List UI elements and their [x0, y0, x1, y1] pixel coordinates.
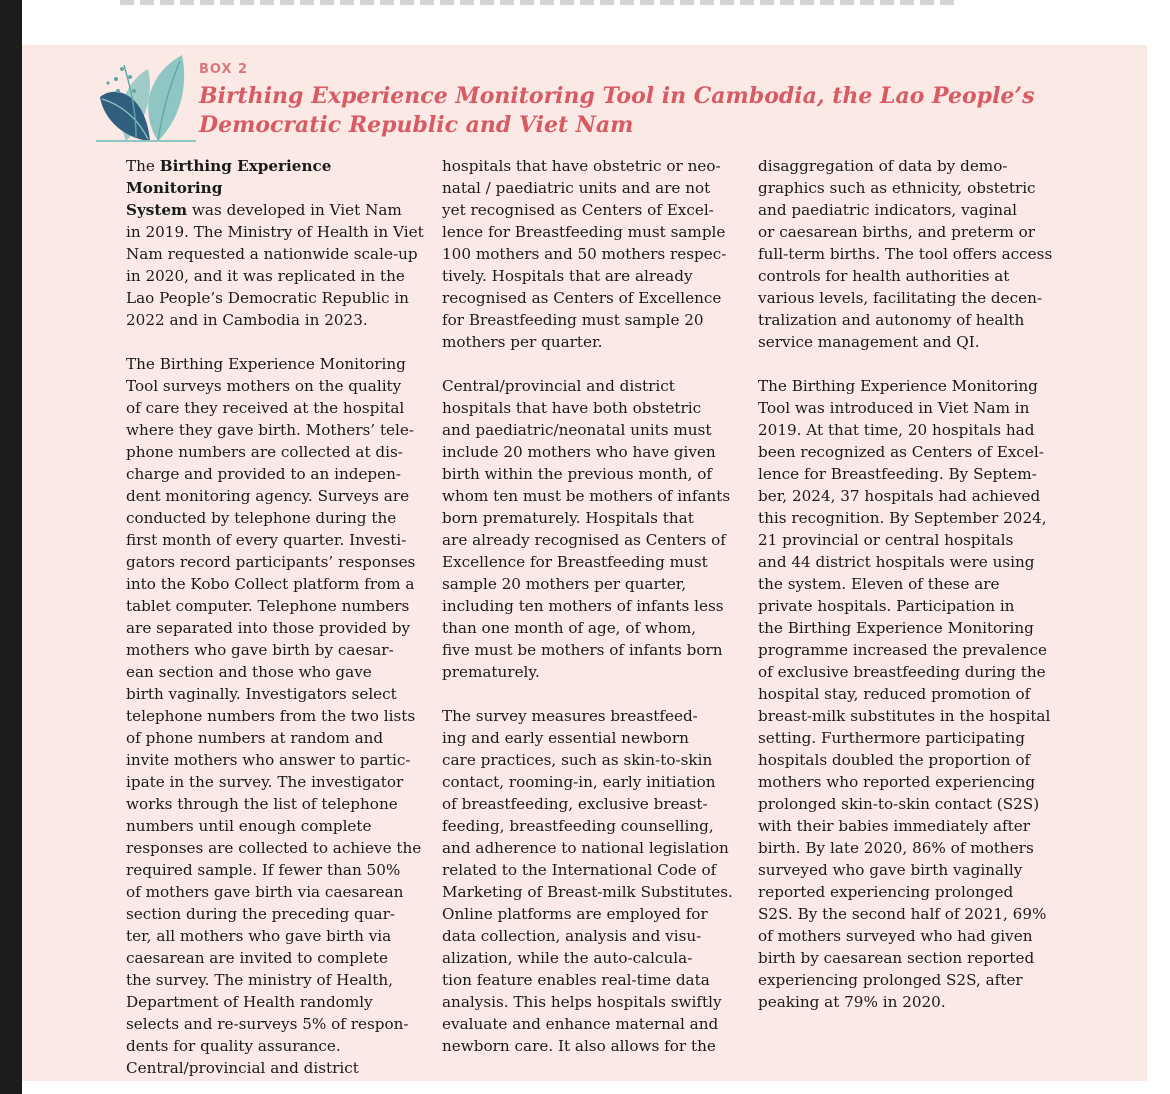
window-edge-bar: [0, 0, 22, 1094]
text-column-2: [442, 155, 742, 1057]
leaf-decoration-icon: [96, 53, 196, 143]
column-2-paragraph-3: The survey measures breastfeed- ing and early essential newborn care practices, such as skin-to-skin contact, rooming-in, early initiation of breastfeeding, exclusive breast- feeding, breastfeeding counselling, and adherence to national legislation related to the International Code of Marketing of Breast-milk Substitutes. Online platforms are employed for data collection, analysis and visu- alization, while the auto-calcula- tion feature enables real-time data analysis. This helps hospitals swiftly evaluate and enhance maternal and newborn care. It also allows for the: [442, 707, 733, 1055]
intro-rest: was developed in Viet Nam in 2019. The Ministry of Health in Viet Nam requested a nationwide scale-up in 2020, and it was replicated in the Lao People’s Democratic Republic in 2022 and in Cambodia in 2023.: [126, 201, 424, 329]
column-3-paragraph-2: The Birthing Experience Monitoring Tool was introduced in Viet Nam in 2019. At that time, 20 hospitals had been recognized as Centers of Excel- lence for Breastfeeding. By Septem- ber, 2024, 37 hospitals had achieved this recognition. By September 2024, 21 provincial or central hospitals and 44 district hospitals were using the system. Eleven of these are private hospitals. Participation in the Birthing Experience Monitoring programme increased the prevalence of exclusive breastfeeding during the hospital stay, reduced promotion of breast-milk substitutes in the hospital setting. Furthermore participating hospitals doubled the proportion of mothers who reported experiencing prolonged skin-to-skin contact (S2S) with their babies immediately after birth. By late 2020, 86% of mothers surveyed who gave birth vaginally reported experiencing prolonged S2S. By the second half of 2021, 69% of mothers surveyed who had given birth by caesarean section reported experiencing prolonged S2S, after peaking at 79% in 2020.: [758, 377, 1051, 1011]
column-3-paragraph-1: disaggregation of data by demo- graphics such as ethnicity, obstetric and paediatric indicators, vaginal or caesarean births, and preterm or full-term births. The tool offers access controls for health authorities at various levels, facilitating the decen- tralization and autonomy of health service management and QI.: [758, 157, 1053, 351]
text-column-1: [126, 155, 426, 1079]
box-2-panel: [22, 45, 1147, 1081]
column-2-paragraph-1: hospitals that have obstetric or neo- natal / paediatric units and are not yet recognised as Centers of Excel- lence for Breastfeeding must sample 100 mothers and 50 mothers respec- tively. Hospitals that are already recognised as Centers of Excellence for Breastfeeding must sample 20 mothers per quarter.: [442, 157, 727, 351]
system-name-bold: Birthing Experience Monitoring System: [126, 157, 332, 219]
box-title: [199, 82, 1099, 140]
box-label: BOX 2: [199, 62, 249, 77]
column-2-paragraph-2: Central/provincial and district hospitals that have both obstetric and paediatric/neonatal units must include 20 mothers who have given birth within the previous month, of whom ten must be mothers of infants born prematurely. Hospitals that are already recognised as Centers of Excellence for Breastfeeding must sample 20 mothers per quarter, including ten mothers of infants less than one month of age, of whom, five must be mothers of infants born prematurely.: [442, 377, 731, 681]
cropped-previous-text-line: [120, 0, 960, 5]
box-title-text: Birthing Experience Monitoring Tool in Cambodia, the Lao People’s Democratic Republic and Viet Nam: [199, 83, 1035, 138]
column-1-paragraph-2: The Birthing Experience Monitoring Tool surveys mothers on the quality of care they received at the hospital where they gave birth. Mothers’ tele- phone numbers are collected at dis- charge and provided to an indepen- dent monitoring agency. Surveys are conducted by telephone during the first month of every quarter. Investi- gators record participants’ responses into the Kobo Collect platform from a tablet computer. Telephone numbers are separated into those provided by mothers who gave birth by caesar- ean section and those who gave birth vaginally. Investigators select telephone numbers from the two lists of phone numbers at random and invite mothers who answer to partic- ipate in the survey. The investigator works through the list of telephone numbers until enough complete responses are collected to achieve the required sample. If fewer than 50% of mothers gave birth via caesarean section during the preceding quar- ter, all mothers who gave birth via caesarean are invited to complete the survey. The ministry of Health, Department of Health randomly selects and re-surveys 5% of respon- dents for quality assurance. Central/provincial and district: [126, 355, 422, 1077]
intro-lead: The: [126, 157, 160, 175]
text-column-3: [758, 155, 1058, 1013]
column-1-paragraph-1: [126, 155, 426, 331]
